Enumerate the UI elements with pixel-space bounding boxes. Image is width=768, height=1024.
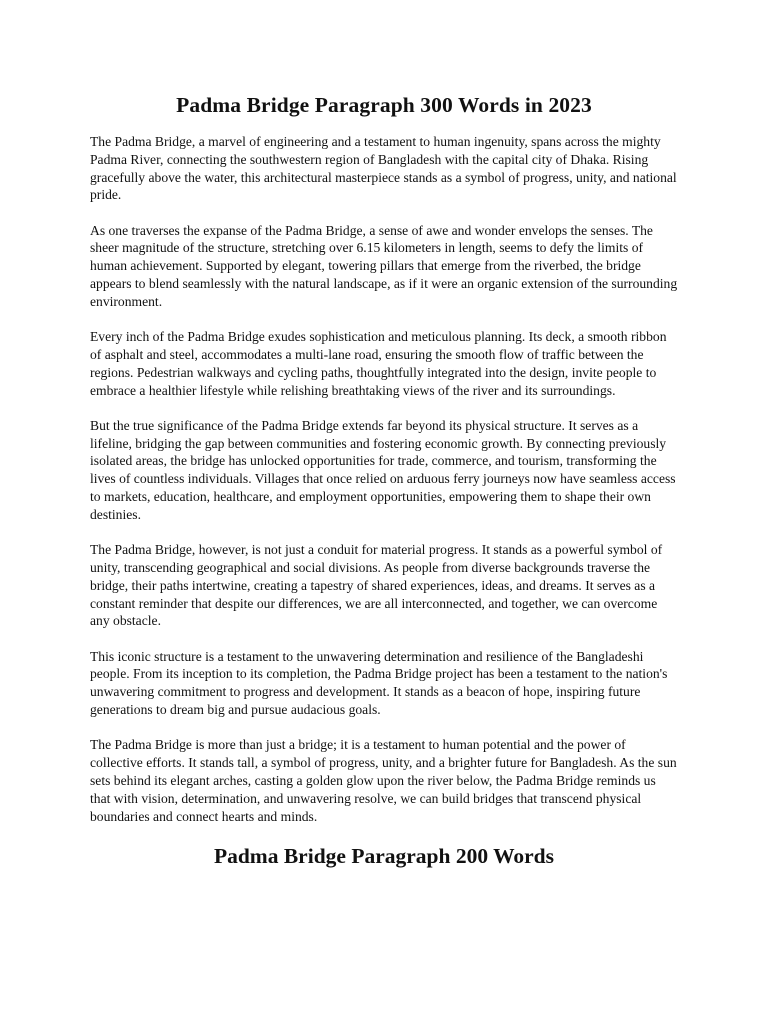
paragraph-3: Every inch of the Padma Bridge exudes sophistication and meticulous planning. Its deck, a smooth ribbon of asphalt and steel, accommodates a multi-lane road, ensuring the smooth flow of traffic between the regions. Pedestrian walkways and cycling paths, thoughtfully integrated into the design, invite people to embrace a healthier lifestyle while relishing breathtaking views of the river and its surroundings. bbox=[90, 329, 667, 398]
paragraph-4: But the true significance of the Padma Bridge extends far beyond its physical structure. It serves as a lifeline, bridging the gap between communities and fostering economic growth. By connecting previously isolated areas, the bridge has unlocked opportunities for trade, commerce, and tourism, transforming the lives of countless individuals. Villages that once relied on arduous ferry journeys now have seamless access to markets, education, healthcare, and employment opportunities, empowering them to shape their own destinies. bbox=[90, 417, 676, 522]
paragraph-7: The Padma Bridge is more than just a bridge; it is a testament to human potential and the power of collective efforts. It stands tall, a symbol of progress, unity, and a brighter future for Bangladesh. As the sun sets behind its elegant arches, casting a golden glow upon the river below, the Padma Bridge reminds us that with vision, determination, and unwavering resolve, we can build bridges that transcend physical boundaries and connect hearts and minds. bbox=[90, 737, 677, 824]
paragraph-5: The Padma Bridge, however, is not just a conduit for material progress. It stands as a powerful symbol of unity, transcending geographical and social divisions. As people from diverse backgrounds traverse the bridge, their paths intertwine, creating a tapestry of shared experiences, ideas, and dreams. It serves as a constant reminder that despite our differences, we are all interconnected, and together, we can overcome any obstacle. bbox=[90, 542, 663, 629]
paragraph-list bbox=[90, 133, 678, 825]
paragraph-2: As one traverses the expanse of the Padma Bridge, a sense of awe and wonder envelops the senses. The sheer magnitude of the structure, stretching over 6.15 kilometers in length, seems to defy the limits of human achievement. Supported by elegant, towering pillars that emerge from the riverbed, the bridge appears to blend seamlessly with the natural landscape, as if it were an organic extension of the surrounding environment. bbox=[90, 222, 678, 309]
paragraph-1: The Padma Bridge, a marvel of engineering and a testament to human ingenuity, spans across the mighty Padma River, connecting the southwestern region of Bangladesh with the capital city of Dhaka. Rising gracefully above the water, this architectural masterpiece stands as a symbol of progress, unity, and national pride. bbox=[90, 134, 677, 203]
section-heading: Padma Bridge Paragraph 200 Words bbox=[213, 843, 555, 868]
paragraph-6: This iconic structure is a testament to the unwavering determination and resilience of the Bangladeshi people. From its inception to its completion, the Padma Bridge project has been a testament to the nation's unwavering commitment to progress and development. It stands as a beacon of hope, inspiring future generations to dream big and pursue audacious goals. bbox=[90, 648, 668, 718]
document-title: Padma Bridge Paragraph 300 Words in 2023 bbox=[176, 93, 592, 117]
